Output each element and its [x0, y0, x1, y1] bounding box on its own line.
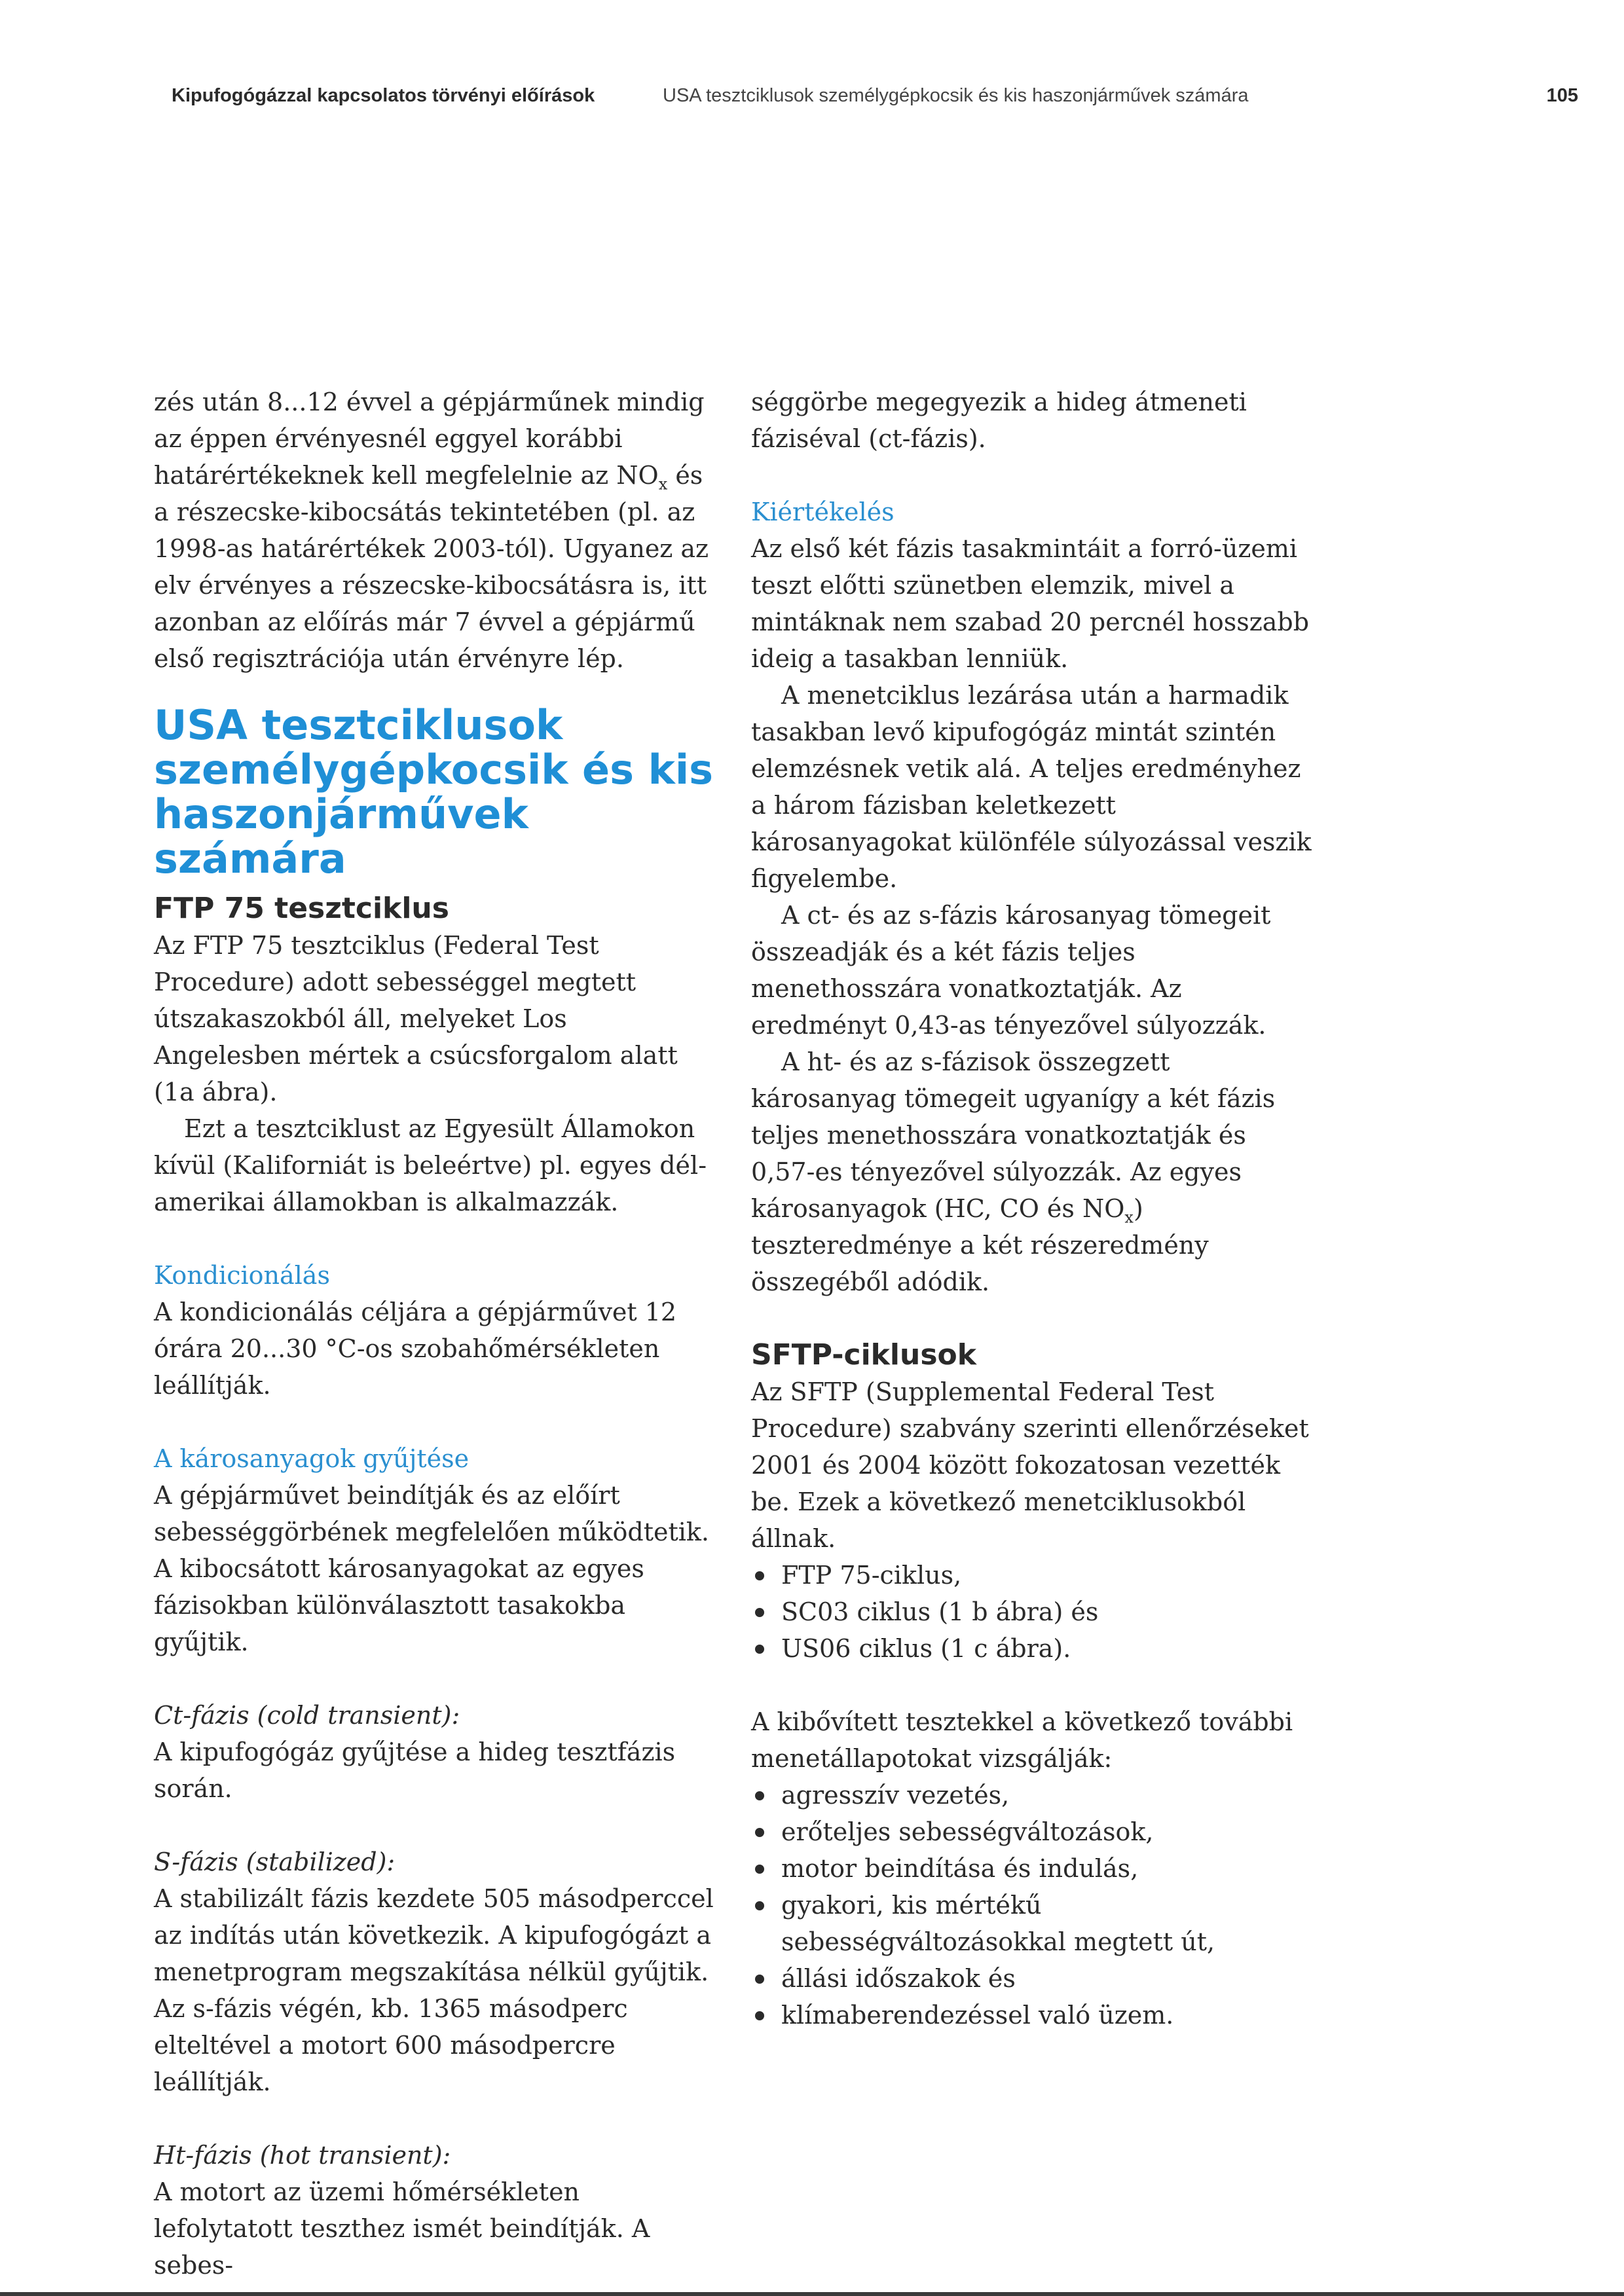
intro-text-a: zés után 8...12 évvel a gépjárműnek mindig az éppen érvényesnél eggyel korábbi határértékeknek kell megfelelnie az NO [154, 388, 705, 490]
list-item: erőteljes sebességváltozások, [751, 1813, 1314, 1850]
evaluation-paragraph-1: Az első két fázis tasakmintáit a forró-üzemi teszt előtti szünetben elemzik, mivel a mintáknak nem szabad 20 percnél hosszabb ideig a tasakban lenniük. [751, 534, 1310, 673]
list-item: US06 ciklus (1 c ábra). [751, 1630, 1314, 1667]
collection-paragraph: A gépjárművet beindítják és az előírt sebességgörbének megfelelően működtetik. A kibocsátott károsanyagokat az egyes fázisokban különválasztott tasakokba gyűjtik. [154, 1481, 710, 1656]
left-column [154, 384, 717, 2284]
evaluation-paragraph-4 [751, 1044, 1314, 1300]
list-item: klímaberendezéssel való üzem. [751, 1997, 1314, 2033]
intro-paragraph [154, 384, 717, 677]
ht-phase-text: A motort az üzemi hőmérsékleten lefolytatott teszthez ismét beindítják. A sebes- [154, 2178, 650, 2280]
intro-text-b: és a részecske-kibocsátás tekintetében (pl. az 1998-as határértékek 2003-tól). Ugyanez az elv érvényes a részecske-kibocsátásra is, itt azonban az előírás már 7 évvel a gépjármű első regisztrációja után érvényre lép. [154, 461, 709, 673]
eval4-text-a: A ht- és az s-fázisok összegzett károsanyag tömegeit ugyanígy a két fázis teljes menethosszára vonatkoztatják és 0,57-es tényezővel súlyozzák. Az egyes károsanyagok (HC, CO és NO [751, 1048, 1276, 1223]
list-item: FTP 75-ciklus, [751, 1557, 1314, 1594]
running-header [172, 85, 1578, 118]
ftp-paragraph-2: Ezt a tesztciklust az Egyesült Államokon kívül (Kaliforniát is beleértve) pl. egyes dél-amerikai államokban is alkalmazzák. [154, 1114, 707, 1216]
nox-subscript: x [658, 475, 668, 494]
ct-phase-text: A kipufogógáz gyűjtése a hideg tesztfázis során. [154, 1738, 676, 1803]
conditioning-paragraph: A kondicionálás céljára a gépjárművet 12 órára 20...30 °C-os szobahőmérsékleten leállítják. [154, 1298, 677, 1400]
ftp-heading: FTP 75 tesztciklus [154, 892, 449, 925]
chapter-title: Kipufogógázzal kapcsolatos törvényi előírások [172, 85, 595, 106]
list-item: motor beindítása és indulás, [751, 1850, 1314, 1887]
nox-subscript: x [1124, 1208, 1134, 1227]
list-item: állási időszakok és [751, 1960, 1314, 1997]
sftp-heading: SFTP-ciklusok [751, 1338, 977, 1372]
s-phase-text: A stabilizált fázis kezdete 505 másodperccel az indítás után következik. A kipufogógázt a menetprogram megszakítása nélkül gyűjtik. Az s-fázis végén, kb. 1365 másodperc elteltével a motort 600 másodpercre leállítják. [154, 1884, 714, 2096]
ct-phase-label: Ct-fázis (cold transient): [154, 1701, 460, 1730]
right-column [751, 384, 1314, 2033]
conditioning-heading: Kondicionálás [154, 1261, 330, 1290]
evaluation-paragraph-2: A menetciklus lezárása után a harmadik tasakban levő kipufogógáz mintát szintén elemzésnek vetik alá. A teljes eredményhez a három fázisban keletkezett károsanyagokat különféle súlyozással veszik figyelembe. [751, 681, 1312, 893]
evaluation-heading: Kiértékelés [751, 498, 895, 526]
extended-tests-list [751, 1777, 1314, 2033]
section-title: USA tesztciklusok személygépkocsik és kis haszonjárművek számára [663, 85, 1249, 106]
list-item: gyakori, kis mértékű sebességváltozásokkal megtett út, [751, 1887, 1314, 1960]
extended-tests-intro: A kibővített tesztekkel a következő további menetállapotokat vizsgálják: [751, 1707, 1293, 1773]
continuation-paragraph: séggörbe megegyezik a hideg átmeneti fáziséval (ct-fázis). [751, 388, 1247, 453]
sftp-cycle-list [751, 1557, 1314, 1667]
evaluation-paragraph-3: A ct- és az s-fázis károsanyag tömegeit összeadják és a két fázis teljes menethosszára vonatkoztatják. Az eredményt 0,43-as tényezővel súlyozzák. [751, 901, 1271, 1040]
sftp-paragraph: Az SFTP (Supplemental Federal Test Procedure) szabvány szerinti ellenőrzéseket 2001 és 2004 között fokozatosan vezették be. Ezek a következő menetciklusokból állnak. [751, 1377, 1309, 1553]
scan-edge-bar [0, 2292, 1624, 2296]
list-item: agresszív vezetés, [751, 1777, 1314, 1813]
ht-phase-label: Ht-fázis (hot transient): [154, 2141, 451, 2170]
collection-heading: A károsanyagok gyűjtése [154, 1444, 470, 1473]
s-phase-label: S-fázis (stabilized): [154, 1848, 396, 1876]
ftp-paragraph-1: Az FTP 75 tesztciklus (Federal Test Procedure) adott sebességgel megtett útszakaszokból áll, melyeket Los Angelesben mértek a csúcsforgalom alatt (1a ábra). [154, 931, 678, 1106]
list-item: SC03 ciklus (1 b ábra) és [751, 1594, 1314, 1630]
eval4-text-b: ) teszteredménye a két részeredmény összegéből adódik. [751, 1194, 1209, 1296]
main-heading: USA tesztciklusok személygépkocsik és kis haszonjárművek számára [154, 701, 713, 883]
page-number: 105 [1546, 85, 1578, 106]
